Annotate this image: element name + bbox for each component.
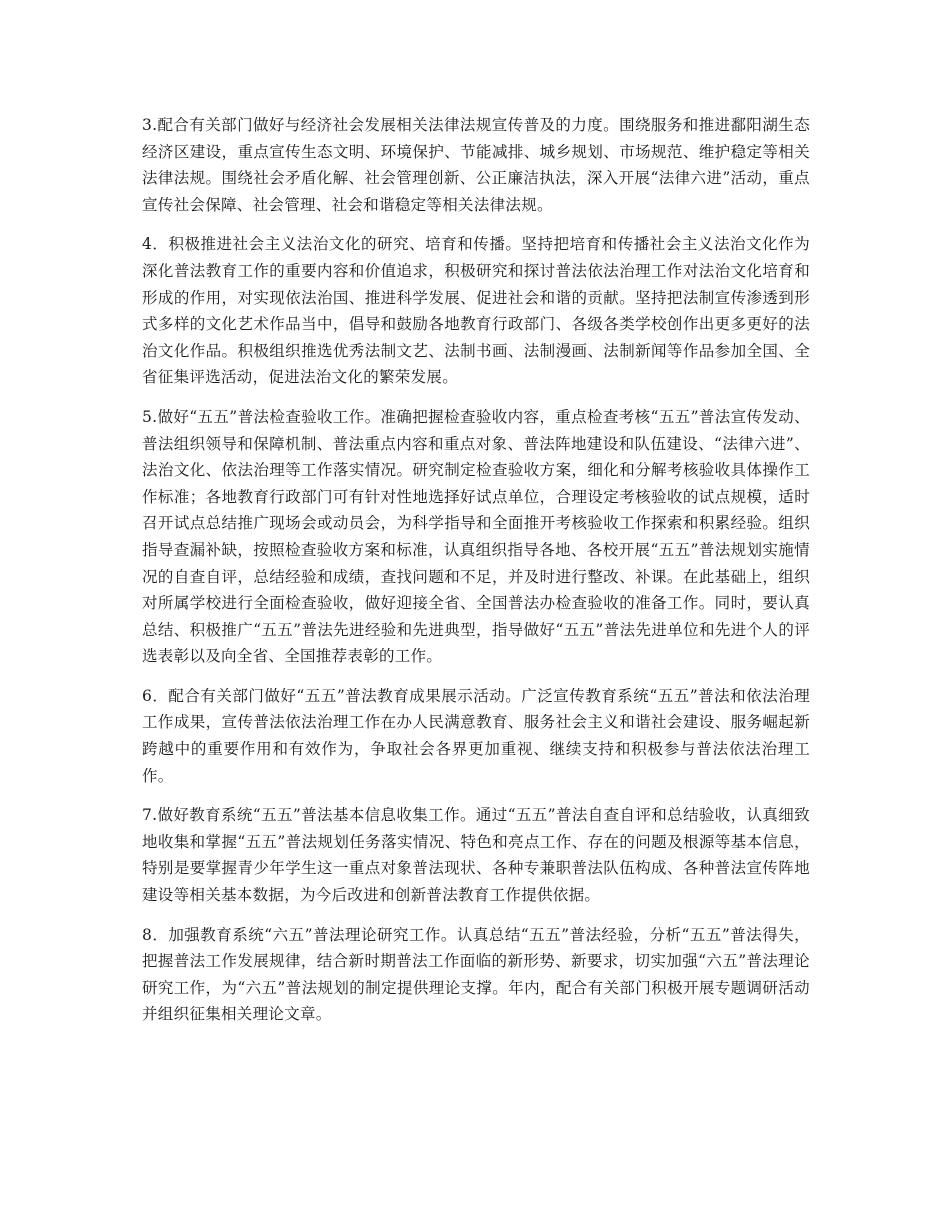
document-body [142,112,810,1041]
paragraph-item-4: 4．积极推进社会主义法治文化的研究、培育和传播。坚持把培育和传播社会主义法治文化作为深化普法教育工作的重要内容和价值追求，积极研究和探讨普法依法治理工作对法治文化培育和形成的作用，对实现依法治国、推进科学发展、促进社会和谐的贡献。坚持把法制宣传渗透到形式多样的文化艺术作品当中，倡导和鼓励各地教育行政部门、各级各类学校创作出更多更好的法治文化作品。积极组织推选优秀法制文艺、法制书画、法制漫画、法制新闻等作品参加全国、全省征集评选活动，促进法治文化的繁荣发展。 [142,235,810,387]
paragraph-item-3: 3.配合有关部门做好与经济社会发展相关法律法规宣传普及的力度。围绕服务和推进鄱阳湖生态经济区建设，重点宣传生态文明、环境保护、节能减排、城乡规划、市场规范、维护稳定等相关法律法规。围绕社会矛盾化解、社会管理创新、公正廉洁执法，深入开展“法律六进”活动，重点宣传社会保障、社会管理、社会和谐稳定等相关法律法规。 [142,116,810,214]
paragraph-item-7: 7.做好教育系统“五五”普法基本信息收集工作。通过“五五”普法自查自评和总结验收，认真细致地收集和掌握“五五”普法规划任务落实情况、特色和亮点工作、存在的问题及根源等基本信息，特别是要掌握青少年学生这一重点对象普法现状、各种专兼职普法队伍构成、各种普法宣传阵地建设等相关基本数据，为今后改进和创新普法教育工作提供依据。 [142,806,810,905]
paragraph-item-5: 5.做好“五五”普法检查验收工作。准确把握检查验收内容，重点检查考核“五五”普法宣传发动、普法组织领导和保障机制、普法重点内容和重点对象、普法阵地建设和队伍建设、“法律六进”、法治文化、依法治理等工作落实情况。研究制定检查验收方案，细化和分解考核验收具体操作工作标准；各地教育行政部门可有针对性地选择好试点单位，合理设定考核验收的试点规模，适时召开试点总结推广现场会或动员会，为科学指导和全面推开考核验收工作探索和积累经验。组织指导查漏补缺，按照检查验收方案和标准，认真组织指导各地、各校开展“五五”普法规划实施情况的自查自评，总结经验和成绩，查找问题和不足，并及时进行整改、补课。在此基础上，组织对所属学校进行全面检查验收，做好迎接全省、全国普法办检查验收的准备工作。同时，要认真总结、积极推广“五五”普法先进经验和先进典型，指导做好“五五”普法先进单位和先进个人的评选表彰以及向全省、全国推荐表彰的工作。 [142,407,810,666]
paragraph-item-8: 8．加强教育系统“六五”普法理论研究工作。认真总结“五五”普法经验，分析“五五”普法得失，把握普法工作发展规律，结合新时期普法工作面临的新形势、新要求，切实加强“六五”普法理论研究工作，为“六五”普法规划的制定提供理论支撑。年内，配合有关部门积极开展专题调研活动并组织征集相关理论文章。 [142,925,810,1024]
paragraph-item-6: 6．配合有关部门做好“五五”普法教育成果展示活动。广泛宣传教育系统“五五”普法和依法治理工作成果，宣传普法依法治理工作在办人民满意教育、服务社会主义和谐社会建设、服务崛起新跨越中的重要作用和有效作为，争取社会各界更加重视、继续支持和积极参与普法依法治理工作。 [142,686,810,785]
